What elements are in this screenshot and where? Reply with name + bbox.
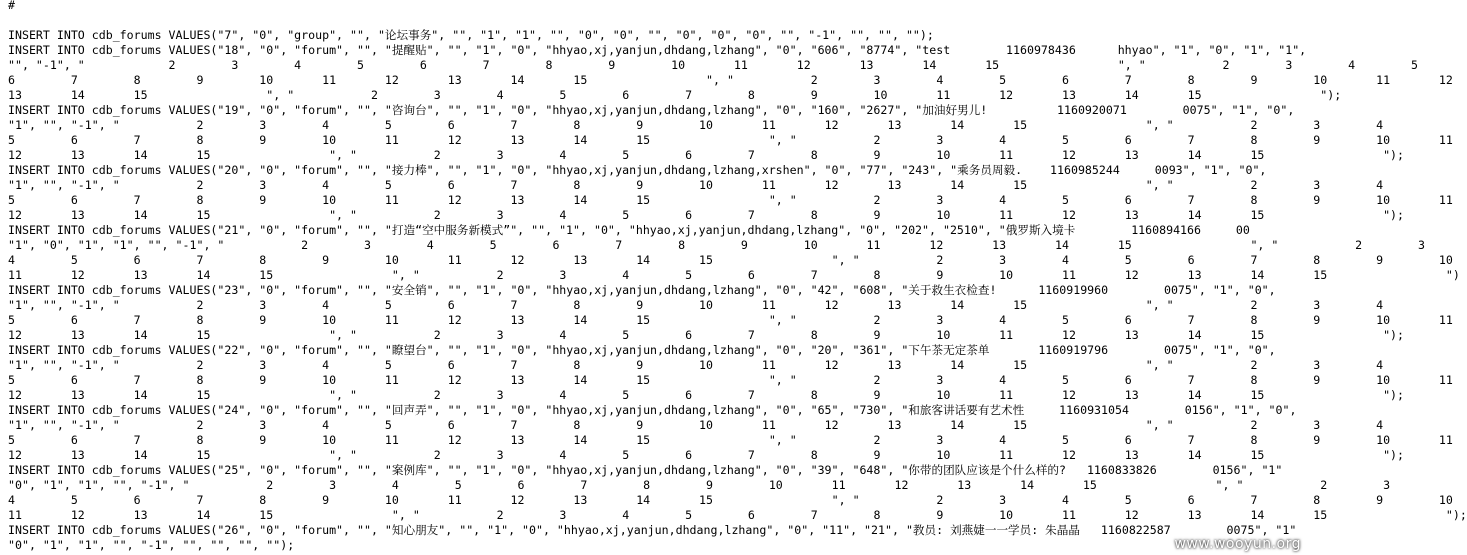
text-line: 5 6 7 8 9 10 11 12 13 14 15 ", " 2 3 4 5 6 7 8 9 10 11 xyxy=(8,313,1453,327)
text-line: "1", "", "-1", " 2 3 4 5 6 7 8 9 10 11 12 13 14 15 ", " 2 3 4 xyxy=(8,298,1384,312)
text-line: "0", "1", "1", "", "-1", "", "", "", ""); xyxy=(8,538,295,552)
text-line: INSERT INTO cdb_forums VALUES("24", "0", "forum", "", "回声弄", "", "1", "0", "hhyao,xj,yanjun,dhdang,lzhang", "0", "65", "730", "和旅客讲话要有艺术性 1160931054 0156", "1", "0", xyxy=(8,403,1297,417)
text-line xyxy=(8,13,1307,28)
text-line: "1", "", "-1", " 2 3 4 5 6 7 8 9 10 11 12 13 14 15 ", " 2 3 4 xyxy=(8,118,1384,132)
sql-dump-text xyxy=(8,0,1467,555)
text-line: "0", "1", "1", "", "-1", " 2 3 4 5 6 7 8 9 10 11 12 13 14 15 ", " 2 3 xyxy=(8,478,1391,492)
text-line: "1", "", "-1", " 2 3 4 5 6 7 8 9 10 11 12 13 14 15 ", " 2 3 4 xyxy=(8,358,1384,372)
text-line: 5 6 7 8 9 10 11 12 13 14 15 ", " 2 3 4 5 6 7 8 9 10 11 xyxy=(8,433,1453,447)
text-line: INSERT INTO cdb_forums VALUES("23", "0", "forum", "", "安全销", "", "1", "0", "hhyao,xj,yanjun,dhdang,lzhang", "0", "42", "608", "关于救生衣检查! 1160919960 0075", "1", "0", xyxy=(8,283,1276,297)
text-line: INSERT INTO cdb_forums VALUES("22", "0", "forum", "", "瞭望台", "", "1", "0", "hhyao,xj,yanjun,dhdang,lzhang", "0", "20", "361", "下午茶无定茶单 1160919796 0075", "1", "0", xyxy=(8,343,1276,357)
text-line: 4 5 6 7 8 9 10 11 12 13 14 15 ", " 2 3 4 5 6 7 8 9 10 xyxy=(8,493,1453,507)
text-line: 13 14 15 ", " 2 3 4 5 6 7 8 9 10 11 12 13 14 15 "); xyxy=(8,88,1342,102)
text-line: 11 12 13 14 15 ", " 2 3 4 5 6 7 8 9 10 11 12 13 14 15 ") xyxy=(8,268,1460,282)
text-line: 12 13 14 15 ", " 2 3 4 5 6 7 8 9 10 11 12 13 14 15 "); xyxy=(8,388,1405,402)
text-line: INSERT INTO cdb_forums VALUES("26", "0", "forum", "", "知心朋友", "", "1", "0", "hhyao,xj,yanjun,dhdang,lzhang", "0", "11", "21", "教员: 刘燕婕一一学员: 朱晶晶 1160822587 0075", "1" xyxy=(8,523,1297,537)
text-line: 5 6 7 8 9 10 11 12 13 14 15 ", " 2 3 4 5 6 7 8 9 10 11 xyxy=(8,193,1453,207)
text-line: 12 13 14 15 ", " 2 3 4 5 6 7 8 9 10 11 12 13 14 15 "); xyxy=(8,148,1405,162)
text-line: 6 7 8 9 10 11 12 13 14 15 ", " 2 3 4 5 6 7 8 9 10 11 12 xyxy=(8,73,1453,87)
text-line: 12 13 14 15 ", " 2 3 4 5 6 7 8 9 10 11 12 13 14 15 "); xyxy=(8,448,1405,462)
text-line: INSERT INTO cdb_forums VALUES("18", "0", "forum", "", "提醒贴", "", "1", "0", "hhyao,xj,yanjun,dhdang,lzhang", "0", "606", "8774", "test 1160978436 hhyao", "1", "0", "1", "1", xyxy=(8,43,1307,57)
text-line: "1", "", "-1", " 2 3 4 5 6 7 8 9 10 11 12 13 14 15 ", " 2 3 4 xyxy=(8,418,1384,432)
text-line: INSERT INTO cdb_forums VALUES("19", "0", "forum", "", "咨询台", "", "1", "0", "hhyao,xj,yanjun,dhdang,lzhang", "0", "160", "2627", "加油好男儿! 1160920071 0075", "1", "0", xyxy=(8,103,1295,117)
text-line: "1", "", "-1", " 2 3 4 5 6 7 8 9 10 11 12 13 14 15 ", " 2 3 4 xyxy=(8,178,1384,192)
text-line: INSERT INTO cdb_forums VALUES("21", "0", "forum", "", "打造“空中服务新模式”", "", "1", "0", "hhyao,xj,yanjun,dhdang,lzhang", "0", "202", "2510", "俄罗斯入境卡 1160894166 00 xyxy=(8,223,1250,237)
text-line: INSERT INTO cdb_forums VALUES("20", "0", "forum", "", "接力棒", "", "1", "0", "hhyao,xj,yanjun,dhdang,lzhang,xrshen", "0", "77", "243", "乘务员周毅. 1160985244 0093", "1", "0", xyxy=(8,163,1267,177)
text-line: 11 12 13 14 15 ", " 2 3 4 5 6 7 8 9 10 11 12 13 14 15 "); xyxy=(8,508,1467,522)
text-line: 5 6 7 8 9 10 11 12 13 14 15 ", " 2 3 4 5 6 7 8 9 10 11 xyxy=(8,373,1453,387)
text-line: "", "-1", " 2 3 4 5 6 7 8 9 10 11 12 13 14 15 ", " 2 3 4 5 xyxy=(8,58,1418,72)
text-line: INSERT INTO cdb_forums VALUES("25", "0", "forum", "", "案例库", "", "1", "0", "hhyao,xj,yanjun,dhdang,lzhang", "0", "39", "648", "你带的团队应该是个什么样的? 1160833826 0156", "1" xyxy=(8,463,1283,477)
text-line: 5 6 7 8 9 10 11 12 13 14 15 ", " 2 3 4 5 6 7 8 9 10 11 xyxy=(8,133,1453,147)
text-line: # xyxy=(8,0,15,12)
text-line: "1", "0", "1", "1", "", "-1", " 2 3 4 5 6 7 8 9 10 11 12 13 14 15 ", " 2 3 xyxy=(8,238,1425,252)
text-line: 12 13 14 15 ", " 2 3 4 5 6 7 8 9 10 11 12 13 14 15 "); xyxy=(8,208,1405,222)
text-line: 4 5 6 7 8 9 10 11 12 13 14 15 ", " 2 3 4 5 6 7 8 9 10 xyxy=(8,253,1453,267)
text-line: 12 13 14 15 ", " 2 3 4 5 6 7 8 9 10 11 12 13 14 15 "); xyxy=(8,328,1405,342)
watermark: www.wooyun.org xyxy=(1174,536,1301,552)
text-line: INSERT INTO cdb_forums VALUES("7", "0", "group", "", "论坛事务", "", "1", "1", "", "0", "0", "", "0", "0", "0", "", "-1", "", "", ""); xyxy=(8,28,934,42)
